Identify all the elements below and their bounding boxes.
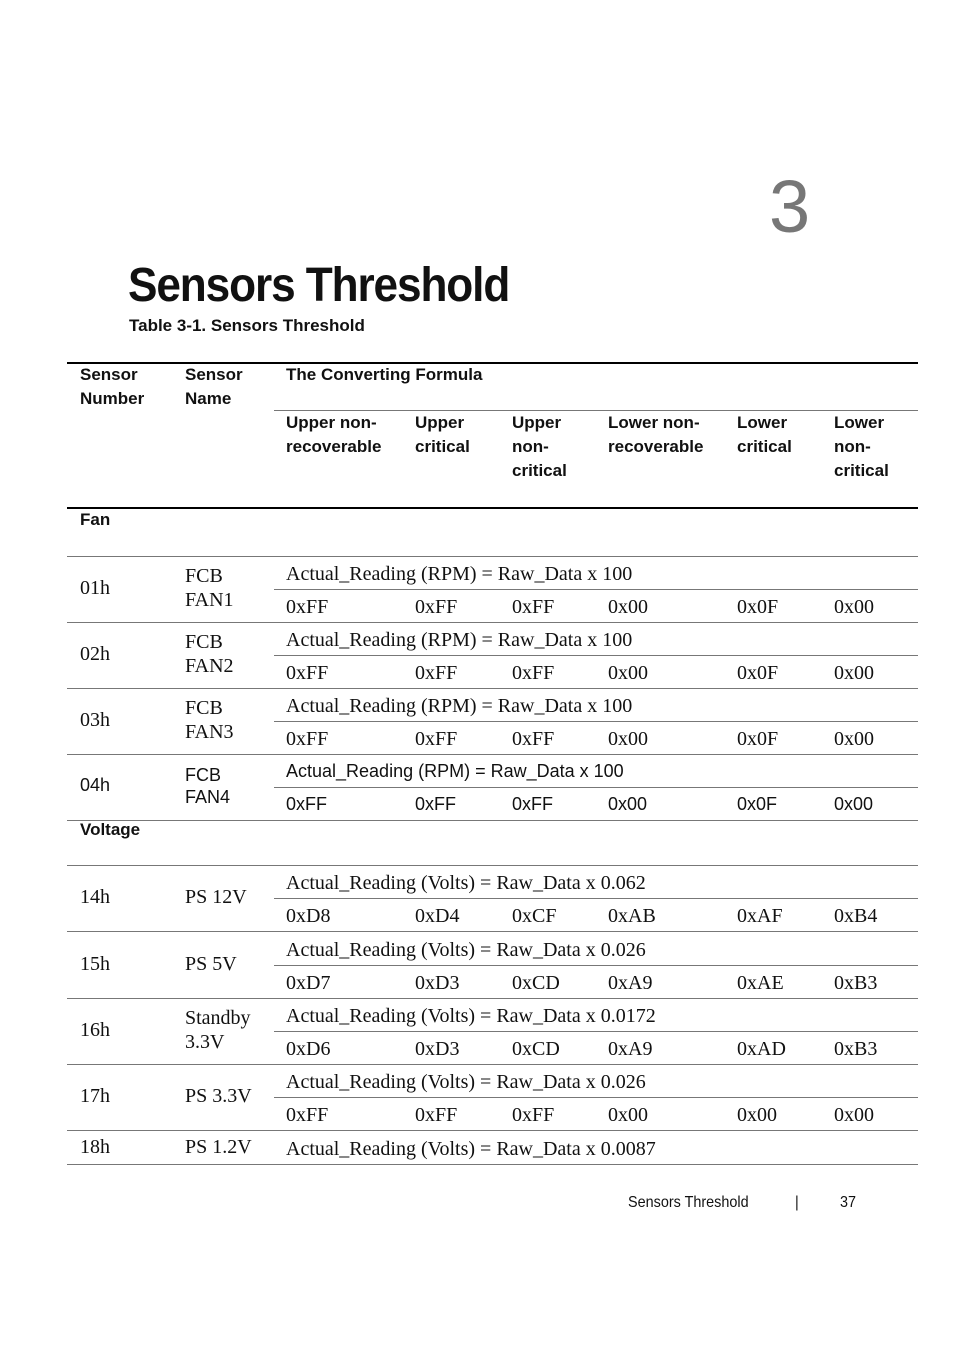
threshold-value: 0xAB [608,905,656,927]
table-rule [67,688,918,689]
table-rule [67,931,918,932]
threshold-value: 0xFF [415,728,458,750]
sensor-name: PS 1.2V [185,1135,252,1158]
threshold-value: 0xAD [737,1038,786,1060]
threshold-value: 0xFF [415,662,458,684]
sensor-number: 02h [80,643,110,665]
threshold-value: 0xA9 [608,1038,653,1060]
table-rule [67,998,918,999]
threshold-value: 0x00 [834,596,874,618]
threshold-value: 0x00 [608,662,648,684]
sensor-name: FCB [185,565,223,587]
header-threshold-column: non- [512,437,549,456]
threshold-value: 0xAF [737,905,783,927]
threshold-value: 0xFF [512,728,555,750]
page-title: Sensors Threshold [128,259,510,312]
threshold-value: 0xB4 [834,905,878,927]
sensor-name: FAN2 [185,655,234,677]
threshold-value: 0x00 [608,728,648,750]
header-threshold-column: Upper [415,413,465,432]
header-threshold-column: Upper non- [286,413,377,432]
sensor-name: PS 5V [185,953,237,975]
sensor-name: 3.3V [185,1031,225,1053]
threshold-value: 0xFF [512,662,555,684]
threshold-value: 0xFF [415,794,457,814]
table-rule [67,865,918,866]
threshold-value: 0xB3 [834,1038,878,1060]
threshold-value: 0xCF [512,905,557,927]
header-threshold-column: Lower [834,413,885,432]
threshold-value: 0x00 [608,1104,648,1126]
table-rule [274,655,918,656]
threshold-value: 0xD3 [415,972,460,994]
sensor-number: 18h [80,1135,110,1158]
threshold-value: 0xFF [512,794,554,814]
table-rule [274,1031,918,1032]
header-converting-formula: The Converting Formula [286,365,483,384]
header-sensor-name: Sensor [185,365,243,384]
sensor-number: 03h [80,709,110,731]
threshold-value: 0x00 [608,596,648,618]
header-threshold-column: critical [512,461,567,480]
header-sensor-name: Name [185,389,232,408]
sensor-number: 04h [80,775,111,795]
threshold-value: 0x00 [834,1104,874,1126]
converting-formula: Actual_Reading (RPM) = Raw_Data x 100 [286,695,633,717]
table-rule [67,622,918,623]
threshold-value: 0xD4 [415,905,460,927]
threshold-value: 0xB3 [834,972,878,994]
converting-formula: Actual_Reading (Volts) = Raw_Data x 0.0172 [286,1005,656,1027]
converting-formula: Actual_Reading (RPM) = Raw_Data x 100 [286,563,633,585]
threshold-value: 0xD8 [286,905,331,927]
table-rule [67,820,918,821]
footer-separator: | [795,1194,799,1211]
chapter-number: 3 [769,165,811,248]
sensor-number: 16h [80,1019,110,1041]
header-threshold-column: non- [834,437,871,456]
sensor-number: 15h [80,953,110,975]
sensor-name: Standby [185,1007,251,1029]
table-rule [274,787,918,788]
converting-formula: Actual_Reading (RPM) = Raw_Data x 100 [286,761,624,781]
sensor-name: FCB [185,631,223,653]
table-rule [274,721,918,722]
header-threshold-column: Upper [512,413,562,432]
converting-formula: Actual_Reading (Volts) = Raw_Data x 0.026 [286,939,646,961]
table-rule [67,556,918,557]
table-rule [67,1164,918,1165]
converting-formula: Actual_Reading (Volts) = Raw_Data x 0.026 [286,1071,646,1093]
header-threshold-column: critical [834,461,889,480]
threshold-value: 0x00 [834,794,874,814]
group-label: Fan [80,510,111,529]
threshold-value: 0x00 [737,1104,777,1126]
threshold-value: 0xFF [512,596,555,618]
header-threshold-column: critical [737,437,792,456]
sensor-name: PS 12V [185,886,247,908]
header-sensor-number: Number [80,389,145,408]
sensor-name: FAN1 [185,589,234,611]
converting-formula: Actual_Reading (Volts) = Raw_Data x 0.0087 [286,1138,656,1160]
threshold-value: 0xD7 [286,972,331,994]
sensor-number: 01h [80,577,110,599]
sensor-name: PS 3.3V [185,1085,252,1107]
threshold-value: 0xD6 [286,1038,331,1060]
table-rule [67,1064,918,1065]
header-threshold-column: critical [415,437,470,456]
threshold-value: 0xAE [737,972,784,994]
table-rule [274,589,918,590]
threshold-value: 0xFF [286,728,329,750]
threshold-value: 0x0F [737,728,779,750]
threshold-value: 0xCD [512,1038,560,1060]
threshold-value: 0x0F [737,662,779,684]
table-rule [67,754,918,755]
threshold-value: 0xFF [286,1104,329,1126]
threshold-value: 0xFF [286,596,329,618]
header-threshold-column: Lower [737,413,788,432]
table-rule [67,1130,918,1131]
threshold-value: 0x00 [608,794,648,814]
footer-section: Sensors Threshold [628,1194,749,1211]
threshold-value: 0xCD [512,972,560,994]
threshold-value: 0xFF [286,794,328,814]
table-rule [274,1097,918,1098]
threshold-value: 0xD3 [415,1038,460,1060]
threshold-value: 0xFF [415,596,458,618]
threshold-value: 0x0F [737,596,779,618]
threshold-value: 0x00 [834,662,874,684]
sensor-name: FAN4 [185,787,231,807]
header-threshold-column: Lower non- [608,413,700,432]
threshold-value: 0x0F [737,794,778,814]
sensor-name: FCB [185,697,223,719]
group-label: Voltage [80,820,141,839]
header-sensor-number: Sensor [80,365,138,384]
threshold-value: 0xFF [286,662,329,684]
sensor-name: FAN3 [185,721,234,743]
threshold-value: 0xA9 [608,972,653,994]
table-caption: Table 3-1. Sensors Threshold [129,316,365,335]
table-rule [67,507,918,509]
header-threshold-column: recoverable [608,437,704,456]
converting-formula: Actual_Reading (RPM) = Raw_Data x 100 [286,629,633,651]
converting-formula: Actual_Reading (Volts) = Raw_Data x 0.062 [286,872,646,894]
page-number: 37 [840,1194,857,1211]
table-rule [274,965,918,966]
header-threshold-column: recoverable [286,437,382,456]
sensor-number: 17h [80,1085,110,1107]
sensor-name: FCB [185,765,221,785]
threshold-value: 0x00 [834,728,874,750]
threshold-value: 0xFF [512,1104,555,1126]
table-rule [274,898,918,899]
sensor-number: 14h [80,886,110,908]
threshold-value: 0xFF [415,1104,458,1126]
